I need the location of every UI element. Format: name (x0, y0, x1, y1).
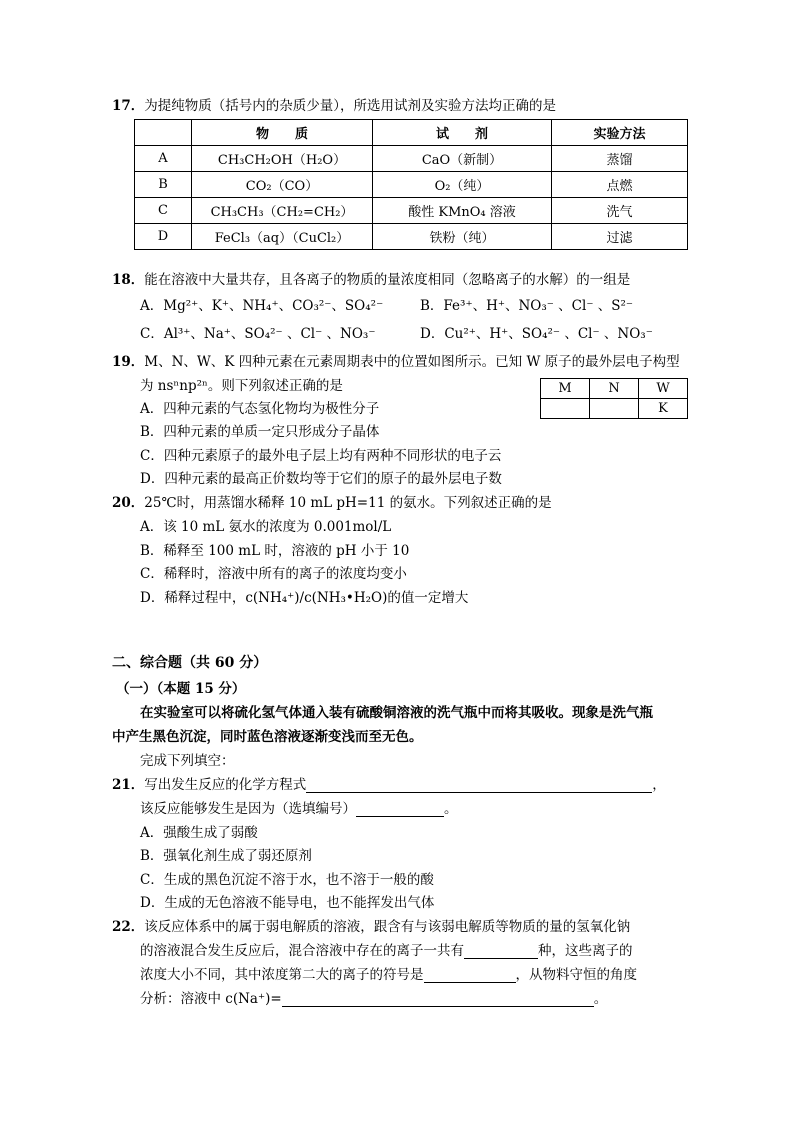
grid-cell: W (639, 379, 688, 399)
row-substance: CH₃CH₃（CH₂=CH₂） (192, 198, 373, 224)
table-row (135, 146, 688, 172)
q22-line-4 (140, 987, 607, 1007)
q21-text-2: 该反应能够发生是因为（选填编号） (140, 801, 356, 817)
q21-text: 写出发生反应的化学方程式 (144, 777, 307, 793)
q18-option-c: C．Al³⁺、Na⁺、SO₄²⁻ 、Cl⁻ 、NO₃⁻ (140, 326, 376, 342)
q19-number: 19． (112, 354, 145, 370)
q20-option-d: D．稀释过程中，c(NH₄⁺)/c(NH₃•H₂O)的值一定增大 (140, 590, 469, 606)
row-reagent: O₂（纯） (373, 172, 552, 198)
q19-option-d: D．四种元素的最高正价数均等于它们的原子的最外层电子数 (140, 471, 502, 487)
row-substance: CH₃CH₂OH（H₂O） (192, 146, 373, 172)
periodic-grid (540, 378, 688, 419)
punct: ， (652, 777, 666, 793)
q22-text-3b: ，从物料守恒的角度 (515, 967, 637, 983)
table-row (135, 198, 688, 224)
q19-stem (112, 350, 680, 370)
q17-table (134, 119, 688, 250)
grid-cell (590, 399, 639, 419)
row-method: 点燃 (552, 172, 688, 198)
row-id: A (135, 146, 192, 172)
q22-text-2b: 种，这些离子的 (538, 943, 633, 959)
q21-option-a: A．强酸生成了弱酸 (140, 825, 258, 841)
q22-line-3 (140, 963, 637, 983)
intro-line-2: 中产生黑色沉淀，同时蓝色溶液逐渐变浅而至无色。 (112, 729, 423, 745)
row-substance: CO₂（CO） (192, 172, 373, 198)
q18-text: 能在溶液中大量共存，且各离子的物质的量浓度相同（忽略离子的水解）的一组是 (144, 272, 631, 288)
q20-stem (112, 491, 552, 511)
intro-line-1: 在实验室可以将硫化氢气体通入装有硫酸铜溶液的洗气瓶中而将其吸收。现象是洗气瓶 (140, 705, 653, 721)
q18-option-d: D．Cu²⁺、H⁺、SO₄²⁻ 、Cl⁻ 、NO₃⁻ (420, 326, 653, 342)
punct: 。 (593, 991, 608, 1007)
header-cell: 物 质 (192, 120, 373, 146)
q20-text: 25℃时，用蒸馏水稀释 10 mL pH=11 的氨水。下列叙述正确的是 (144, 495, 552, 511)
q21-option-d: D．生成的无色溶液不能导电，也不能挥发出气体 (140, 895, 435, 911)
q20-option-a: A．该 10 mL 氨水的浓度为 0.001mol/L (140, 519, 392, 535)
header-cell: 试 剂 (373, 120, 552, 146)
q20-number: 20． (112, 495, 145, 511)
q19-option-c: C．四种元素原子的最外电子层上均有两种不同形状的电子云 (140, 448, 502, 464)
grid-row (541, 379, 688, 399)
q20-option-b: B．稀释至 100 mL 时，溶液的 pH 小于 10 (140, 543, 410, 559)
row-substance: FeCl₃（aq）（CuCl₂） (192, 224, 373, 250)
fill-instruction: 完成下列填空： (140, 753, 235, 769)
q22-text: 该反应体系中的属于弱电解质的溶液，跟含有与该弱电解质等物质的量的氢氧化钠 (144, 919, 631, 935)
table-row (135, 224, 688, 250)
grid-cell: K (639, 399, 688, 419)
q19-option-b: B．四种元素的单质一定只形成分子晶体 (140, 424, 380, 440)
q21-line-2 (140, 797, 458, 817)
header-cell: 实验方法 (552, 120, 688, 146)
q21-option-b: B．强氧化剂生成了弱还原剂 (140, 848, 312, 864)
q21-line-1 (112, 773, 666, 793)
q22-line-2 (140, 939, 633, 959)
q17-number: 17． (112, 98, 145, 114)
answer-blank[interactable] (424, 966, 516, 983)
q22-line-1 (112, 915, 630, 935)
q22-number: 22． (112, 919, 145, 935)
q17-table-header (135, 120, 688, 146)
q18-option-b: B．Fe³⁺、H⁺、NO₃⁻ 、Cl⁻ 、S²⁻ (420, 298, 634, 314)
row-id: D (135, 224, 192, 250)
grid-cell: N (590, 379, 639, 399)
answer-blank[interactable] (282, 990, 594, 1007)
answer-blank[interactable] (356, 800, 444, 817)
q19-text-2: 为 nsⁿnp²ⁿ。则下列叙述正确的是 (140, 378, 343, 394)
section-title: 二、综合题（共 60 分） (112, 655, 268, 671)
row-reagent: 铁粉（纯） (373, 224, 552, 250)
q18-stem (112, 268, 630, 288)
q22-text-3a: 浓度大小不同，其中浓度第二大的离子的符号是 (140, 967, 424, 983)
q18-option-a: A．Mg²⁺、K⁺、NH₄⁺、CO₃²⁻、SO₄²⁻ (140, 298, 384, 314)
row-reagent: 酸性 KMnO₄ 溶液 (373, 198, 552, 224)
punct: 。 (444, 801, 458, 817)
grid-cell: M (541, 379, 590, 399)
row-id: B (135, 172, 192, 198)
q20-option-c: C．稀释时，溶液中所有的离子的浓度均变小 (140, 566, 407, 582)
row-id: C (135, 198, 192, 224)
grid-row (541, 399, 688, 419)
header-cell (135, 120, 192, 146)
section-subtitle: （一）（本题 15 分） (116, 681, 246, 697)
answer-blank[interactable] (464, 942, 538, 959)
answer-blank[interactable] (306, 776, 652, 793)
q22-text-2a: 的溶液混合发生反应后，混合溶液中存在的离子一共有 (140, 943, 464, 959)
q21-option-c: C．生成的黑色沉淀不溶于水，也不溶于一般的酸 (140, 872, 434, 888)
q17-stem (112, 94, 556, 114)
row-reagent: CaO（新制） (373, 146, 552, 172)
q21-number: 21． (112, 777, 145, 793)
row-method: 洗气 (552, 198, 688, 224)
row-method: 蒸馏 (552, 146, 688, 172)
q19-text: M、N、W、K 四种元素在元素周期表中的位置如图所示。已知 W 原子的最外层电子构型 (144, 354, 680, 370)
row-method: 过滤 (552, 224, 688, 250)
q19-option-a: A．四种元素的气态氢化物均为极性分子 (140, 401, 380, 417)
table-row (135, 172, 688, 198)
q22-text-4a: 分析：溶液中 c(Na⁺)= (140, 991, 282, 1007)
q17-text: 为提纯物质（括号内的杂质少量），所选用试剂及实验方法均正确的是 (144, 98, 557, 114)
grid-cell (541, 399, 590, 419)
q18-number: 18． (112, 272, 145, 288)
